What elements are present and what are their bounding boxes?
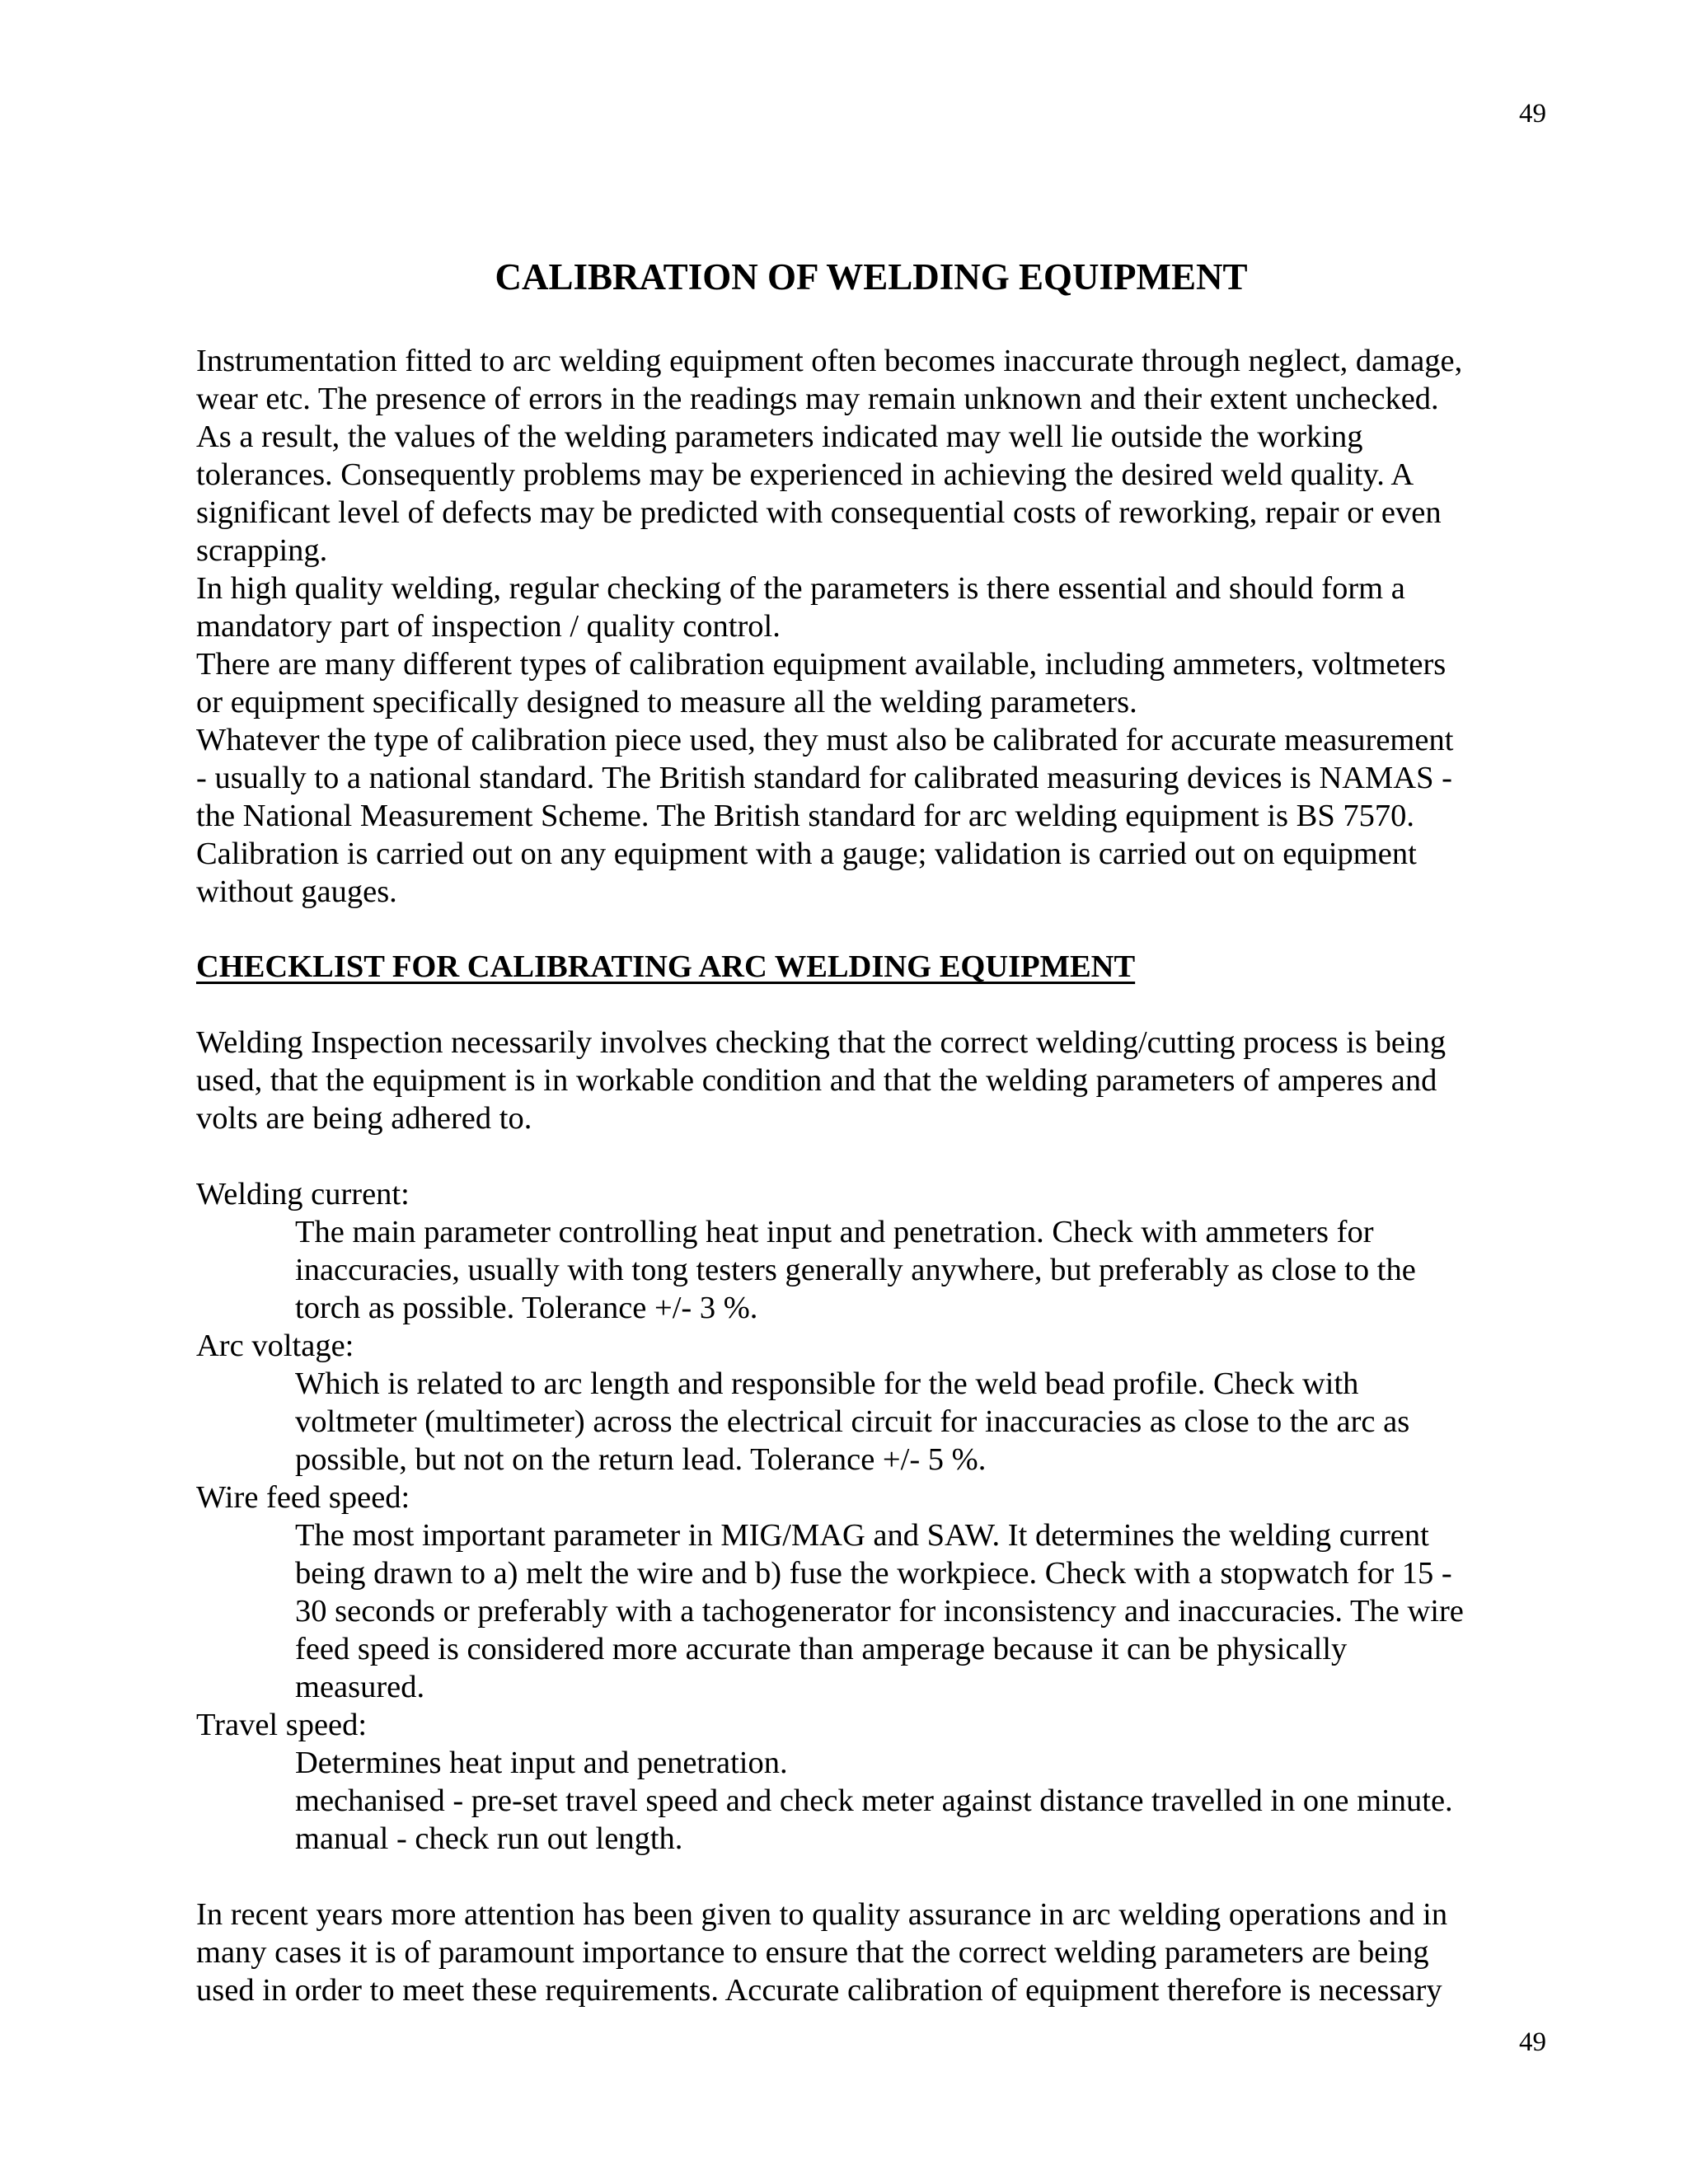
checklist-item-label: Wire feed speed:	[196, 1480, 410, 1515]
closing-paragraph	[196, 1896, 1564, 2009]
text-line: mechanised - pre-set travel speed and check meter against distance travelled in one minute.	[295, 1783, 1453, 1818]
text-line: mandatory part of inspection / quality control.	[196, 609, 781, 644]
text-line: possible, but not on the return lead. Tolerance +/- 5 %.	[295, 1442, 987, 1477]
intro-paragraph	[196, 342, 1564, 911]
text-line: tolerances. Consequently problems may be experienced in achieving the desired weld quality. A	[196, 457, 1414, 492]
text-line: inaccuracies, usually with tong testers generally anywhere, but preferably as close to the	[295, 1253, 1416, 1287]
page-number-top: 49	[1519, 99, 1546, 129]
text-line: voltmeter (multimeter) across the electrical circuit for inaccuracies as close to the arc as	[295, 1404, 1410, 1439]
checklist-item-description	[196, 1516, 1564, 1706]
text-line: Whatever the type of calibration piece used, they must also be calibrated for accurate measurement	[196, 723, 1454, 757]
text-line: used, that the equipment is in workable condition and that the welding parameters of amperes and	[196, 1063, 1437, 1098]
text-line: torch as possible. Tolerance +/- 3 %.	[295, 1291, 758, 1325]
text-line: The most important parameter in MIG/MAG and SAW. It determines the welding current	[295, 1518, 1429, 1553]
checklist-item-welding-current	[196, 1175, 1564, 1327]
text-line: many cases it is of paramount importance to ensure that the correct welding parameters are being	[196, 1935, 1429, 1970]
checklist-item-arc-voltage	[196, 1327, 1564, 1479]
text-line: - usually to a national standard. The British standard for calibrated measuring devices is NAMAS -	[196, 761, 1452, 795]
text-line: used in order to meet these requirements. Accurate calibration of equipment therefore is necessary	[196, 1973, 1442, 2008]
text-line: Which is related to arc length and responsible for the weld bead profile. Check with	[295, 1366, 1359, 1401]
text-line: wear etc. The presence of errors in the readings may remain unknown and their extent unchecked.	[196, 382, 1439, 416]
checklist-item-label: Travel speed:	[196, 1708, 368, 1742]
text-line: Welding Inspection necessarily involves checking that the correct welding/cutting process is being	[196, 1025, 1447, 1060]
text-line: 30 seconds or preferably with a tachogenerator for inconsistency and inaccuracies. The wire	[295, 1594, 1464, 1629]
text-line: measured.	[295, 1670, 425, 1704]
text-line: In recent years more attention has been given to quality assurance in arc welding operations and in	[196, 1897, 1448, 1932]
text-line: Instrumentation fitted to arc welding equipment often becomes inaccurate through neglect, damage,	[196, 344, 1463, 378]
text-line: or equipment specifically designed to measure all the welding parameters.	[196, 685, 1137, 719]
page-number-bottom: 49	[1519, 2027, 1546, 2057]
text-line: As a result, the values of the welding parameters indicated may well lie outside the working	[196, 419, 1363, 454]
text-line: being drawn to a) melt the wire and b) fuse the workpiece. Check with a stopwatch for 15 -	[295, 1556, 1452, 1591]
checklist-heading: CHECKLIST FOR CALIBRATING ARC WELDING EQUIPMENT	[196, 949, 1136, 984]
checklist	[196, 1175, 1564, 1858]
text-line: volts are being adhered to.	[196, 1101, 532, 1136]
text-line: the National Measurement Scheme. The British standard for arc welding equipment is BS 7570.	[196, 799, 1415, 833]
checklist-item-wire-feed-speed	[196, 1479, 1564, 1706]
text-line: Calibration is carried out on any equipment with a gauge; validation is carried out on equipment	[196, 837, 1417, 871]
checklist-item-description	[196, 1744, 1564, 1858]
text-line: Determines heat input and penetration.	[295, 1746, 788, 1780]
text-line: scrapping.	[196, 533, 328, 568]
page-title: CALIBRATION OF WELDING EQUIPMENT	[495, 256, 1248, 298]
checklist-item-description	[196, 1365, 1564, 1479]
text-line: There are many different types of calibration equipment available, including ammeters, voltmeters	[196, 647, 1447, 682]
checklist-item-travel-speed	[196, 1706, 1564, 1858]
text-line: significant level of defects may be predicted with consequential costs of reworking, repair or even	[196, 495, 1442, 530]
text-line: manual - check run out length.	[295, 1821, 683, 1856]
text-line: feed speed is considered more accurate than amperage because it can be physically	[295, 1632, 1348, 1666]
checklist-item-label: Welding current:	[196, 1177, 410, 1212]
inspection-paragraph	[196, 1024, 1564, 1137]
text-line: In high quality welding, regular checking of the parameters is there essential and should form a	[196, 571, 1405, 606]
checklist-item-label: Arc voltage:	[196, 1329, 354, 1363]
text-line: The main parameter controlling heat input and penetration. Check with ammeters for	[295, 1215, 1374, 1249]
checklist-item-description	[196, 1213, 1564, 1327]
text-line: without gauges.	[196, 874, 397, 909]
